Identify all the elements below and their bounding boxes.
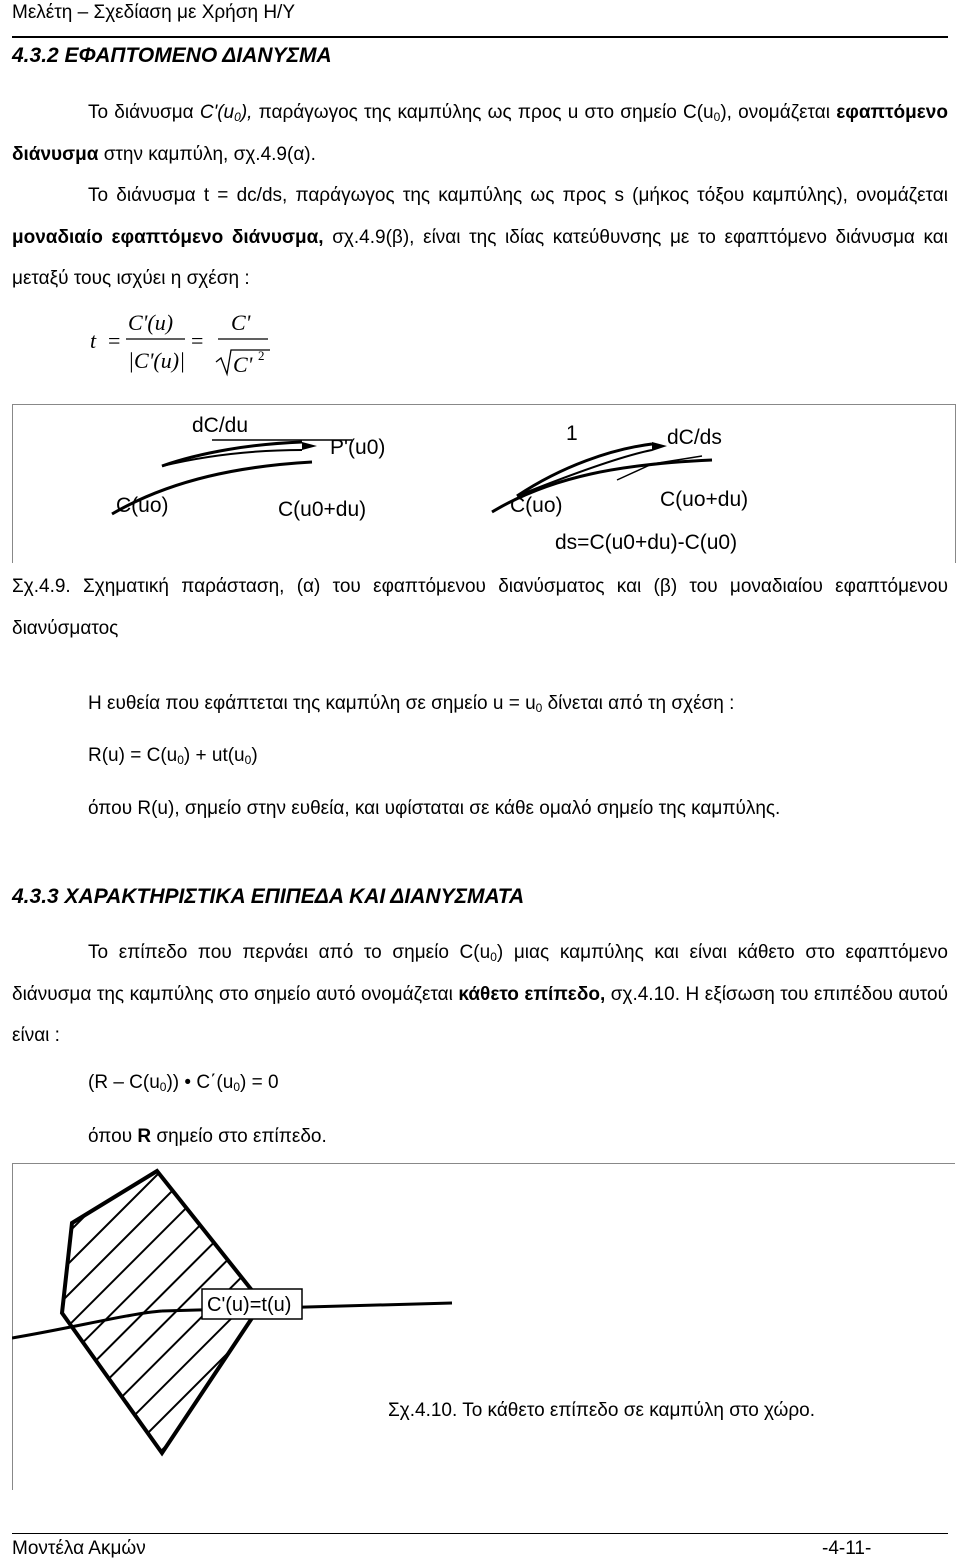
label-dcdu: dC/du — [192, 414, 249, 437]
paragraph-unit-tangent-vector: Το διάνυσμα t = dc/ds, παράγωγος της καμπύλης ως προς s (μήκος τόξου καμπύλης), ονομάζεται μοναδιαίο εφαπτόμενο διάνυσμα, σχ.4.9(β), είναι της ιδίας κατεύθυνσης με το εφαπτόμενο διάνυσμα και μεταξύ τους ισχύει η σχέση : — [12, 185, 949, 289]
formula-t: t — [90, 328, 97, 353]
formula-den2-exp: 2 — [258, 348, 265, 363]
formula-num1: C'(u) — [128, 310, 174, 335]
paragraph-normal-plane: Το επίπεδο που περνάει από το σημείο $C(u_0)$ μιας καμπύλης και είναι κάθετο στο εφαπτόμενο διάνυσμα της καμπύλης στο σημείο αυτό ονομάζεται κάθετο επίπεδο, σχ.4.10. Η εξίσωση του επιπέδου αυτού είναι : — [12, 942, 948, 1046]
tangent-line-note: όπου R(u), σημείο στην ευθεία, και υφίσταται σε κάθε ομαλό σημείο της καμπύλης. — [88, 798, 781, 819]
header-rule — [12, 36, 948, 38]
label-cu0-a: C(uo) — [116, 494, 169, 517]
label-cu0du-a: C(u0+du) — [278, 498, 367, 521]
label-cu0du-b: C(uo+du) — [660, 488, 749, 511]
label-one: 1 — [566, 422, 578, 445]
tangent-line-equation: $R(u) = C(u_0) + ut(u_0)$ — [88, 745, 258, 767]
formula-eq2: = — [191, 328, 204, 353]
unit-tangent-formula — [88, 302, 288, 382]
label-ds: ds=C(u0+du)-C(u0) — [555, 531, 738, 554]
formula-den2: C' — [233, 352, 253, 377]
formula-num2: C' — [231, 310, 251, 335]
figure-4-10-caption: Σχ.4.10. Το κάθετο επίπεδο σε καμπύλη στο χώρο. — [388, 1400, 816, 1421]
paragraph-tangent-vector: Το διάνυσμα $C'(u_0)$, παράγωγος της καμπύλης ως προς u στο σημείο $C(u_0)$, ονομάζεται εφαπτόμενο διάνυσμα στην καμπύλη, σχ.4.9(α). — [12, 102, 948, 165]
label-dcds: dC/ds — [667, 426, 722, 449]
normal-plane-equation: $(R - C(u_0))$ • $C΄(u_0) = 0$ — [88, 1072, 279, 1094]
figure-4-9-caption: Σχ.4.9. Σχηματική παράσταση, (α) του εφαπτόμενου διανύσματος και (β) του μοναδιαίου εφαπτόμενου διανύσματος — [12, 576, 948, 639]
figure-4-10-diagram — [12, 1163, 472, 1489]
section-heading-tangent-vector: 4.3.2 ΕΦΑΠΤΟΜΕΝΟ ΔΙΑΝΥΣΜΑ — [12, 44, 332, 67]
footer-left: Μοντέλα Ακμών — [12, 1538, 146, 1559]
figure-4-9-diagram — [12, 404, 954, 562]
section-heading-characteristic-planes: 4.3.3 ΧΑΡΑΚΤΗΡΙΣΤΙΚΑ ΕΠΙΠΕΔΑ ΚΑΙ ΔΙΑΝΥΣΜΑΤΑ — [12, 885, 525, 908]
formula-eq1: = — [108, 328, 121, 353]
label-tangent-vector: C'(u)=t(u) — [207, 1294, 292, 1316]
dot-product-symbol: • — [184, 1072, 192, 1093]
formula-den1: |C'(u)| — [128, 348, 186, 373]
label-pu0: P'(u0) — [330, 436, 386, 459]
page-header-title: Μελέτη – Σχεδίαση με Χρήση Η/Υ — [12, 2, 295, 23]
label-cu0-b: C(uo) — [510, 494, 563, 517]
tangent-line-intro: Η ευθεία που εφάπτεται της καμπύλη σε σημείο $u = u_0$ δίνεται από τη σχέση : — [88, 693, 735, 715]
footer-rule — [12, 1533, 948, 1534]
footer-page-number: -4-11- — [822, 1538, 872, 1559]
normal-plane-where: όπου R σημείο στο επίπεδο. — [88, 1126, 327, 1147]
